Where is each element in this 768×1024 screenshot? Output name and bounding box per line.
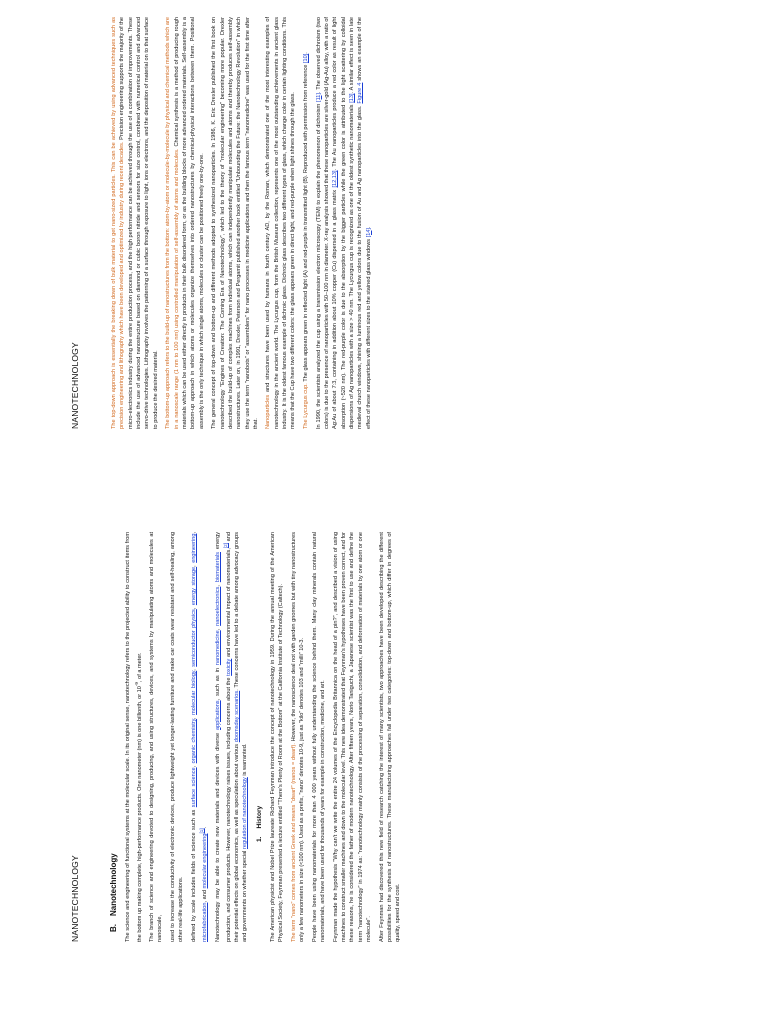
citation-link[interactable]: [1] bbox=[199, 828, 205, 834]
paragraph-nanomaterials-use: People have been using nanomaterials for more than 4 000 years without fully understanding the science behind them. Many clay minerals contain natural nanomaterials, and have been used for thousands of years for example in construction, medicine, and art. bbox=[311, 532, 327, 942]
link-surface-science[interactable]: surface science bbox=[190, 767, 197, 808]
link-doomsday-scenarios[interactable]: doomsday scenarios bbox=[234, 690, 241, 743]
text: , such as in bbox=[214, 665, 221, 701]
text: However, the nanoscience deal not with garden gnomes but with tiny nanostructures only a few nanometers in size (<100 nm). Used as a prefix, "nano" denotes 10-9, just as "kilo" denotes 103 and "milli" 10-3. bbox=[291, 531, 306, 942]
link-biomaterials[interactable]: biomaterials bbox=[214, 552, 221, 583]
text: , bbox=[202, 899, 209, 903]
citation-link[interactable]: [13] bbox=[348, 93, 355, 103]
citation-link[interactable]: [10] bbox=[302, 53, 309, 64]
text: . These concerns have led to a debate among advocacy groups and governments on whether special bbox=[234, 532, 249, 942]
text: , bbox=[214, 625, 221, 631]
link-energy-storage[interactable]: energy storage bbox=[190, 566, 197, 606]
text: , of a meter. bbox=[136, 652, 143, 682]
text: , bbox=[190, 666, 197, 671]
text: , bbox=[214, 582, 221, 587]
page-body bbox=[110, 532, 407, 942]
section-title: Nanotechnology bbox=[109, 853, 118, 916]
text: and bbox=[202, 888, 209, 900]
paragraph-feynman-hypothesis: Feynman made the hypothesis "Why can't we write the entire 24 volumes of the Encyclopedia Britannica on the head of a pin?", and described a vision of using machines to construct smaller machines and down to the molecular level. This new idea demonstrated that Feynman's hypotheses have been proven correct, and for these reasons, he is considered the father of modern nanotechnology. After fifteen years, Norio Taniguchi, a Japanese scientist was the first to use and define the term "nanotechnology" in 1974 as: "nanotechnology mainly consists of the processing of separation, consolidation, and deformation of materials by one atom or one molecule". bbox=[332, 532, 373, 942]
text: , bbox=[190, 605, 197, 610]
section-heading-history bbox=[256, 532, 264, 842]
section-number: B. bbox=[109, 924, 118, 932]
text: energy production, and consumer products. However, nanotechnology raises issues, including concerns about the bbox=[214, 531, 232, 942]
text: defined by scale includes fields of science such as bbox=[190, 807, 197, 942]
paragraph-feynman-lecture: The American physicist and Nobel Prize laureate Richard Feynman introduce the concept of nanotechnology in 1959. During the annual meeting of the American Physical Society, Feynman presented a lecture entitled "There's Plenty of Room at the Bottom" at the California Institute of Technology (Caltech). bbox=[270, 532, 285, 942]
link-organic-chemistry[interactable]: organic chemistry bbox=[190, 718, 197, 764]
text: and structures have been used by humans in fourth century AD, by the Roman, which demonstrated one of the most interesting examples of nanotechnology in the ancient world. The Lycurgus cup, from the British Museum collection, represents one of the most outstanding achievements in ancient glass industry. It is the oldest famous example of dichroic glass. Dichroic glass describes two different types of glass, which change color in certain lighting conditions. This means that the Cup have two different colors: the glass appears green in direct light, and red-purple when light shines through the glass. bbox=[265, 17, 297, 429]
paragraph-drexler: The general concept of top-down and bottom-up and different methods adopted to synthesized nanoparticles. In 1986, K. Eric Drexler published the first book on nanotechnology "Engines of Creation: The Coming Era of Nanotechnology", which led to the theory of "molecular engineering" becoming more popular. Drexler described the build-up of complex machines from individual atoms, which can independently manipulate molecules and atoms and thereby produces self-assembly nanostructures. Later on, in 1991, Drexler, Peterson and Pergamit published another book entitled "Unbounding the Future: the Nanotechnology Revolution" in which they use the term "nanobots" or "assemblers" for nano processes in medicine applications and then the famous term "nanomedicine" was used for the first time after that. bbox=[211, 17, 259, 429]
paragraph-top-down bbox=[110, 17, 160, 429]
page-header: NANOTECHNOLOGY bbox=[70, 855, 80, 942]
citation-link[interactable]: [11] bbox=[315, 93, 322, 102]
link-toxicity[interactable]: toxicity bbox=[225, 658, 232, 676]
paragraph-lycurgus bbox=[264, 17, 297, 429]
text: and environmental impact of nanomaterials, bbox=[225, 548, 232, 659]
citation-link[interactable]: [2] bbox=[222, 543, 228, 549]
text: , bbox=[190, 714, 197, 719]
citation-link[interactable]: [14] bbox=[365, 228, 372, 238]
paragraph-fields bbox=[190, 532, 210, 942]
link-applications[interactable]: applications bbox=[214, 700, 221, 730]
paragraph-figure-caption bbox=[302, 17, 310, 429]
paragraph-tem-analysis bbox=[315, 17, 373, 429]
paragraph-issues bbox=[214, 532, 250, 942]
text: and their potential effects on global economics, as well as speculation about various bbox=[225, 532, 241, 942]
link-molecular-engineering[interactable]: molecular engineering bbox=[202, 833, 209, 889]
text: . bbox=[365, 226, 372, 228]
text: . A similar effect is seen in late medieval church windows, shining a luminous red and yellow colors due to the fusion of Au and Ag nanoparticles into the glass. bbox=[348, 16, 364, 429]
paragraph-bottom-up bbox=[164, 17, 206, 429]
text: Chemical synthesis is a method of producing rough materials which can be used either directly in products in their bulk disordered form, or as the building blocks of more advanced ordered materials. Self-assembly is a bottom-up approach in which atoms or molecules organize themselves into ordered nanostructures by chemical-physical interactions between them. Positional assembly is the only technique in which single atoms, molecules or cluster can be positioned freely one-by-one. bbox=[173, 17, 205, 429]
highlighted-text: The top-down approach is essentially the breaking down of bulk material to get nano-sized particles. This can be achieved by using advanced techniques such as precision engineering and lithography which have been developed and optimized by industry during recent decades. bbox=[111, 17, 126, 429]
text: Nanotechnology may be able to create new materials and devices with diverse bbox=[214, 729, 221, 942]
text: . The Au nanoparticles produce a red color as result of light absorption (~520 nm). The red-purple color is due to the absorption by the bigger particles while the green color is attributed to the light scattering by colloidal dispersions of Ag nanoparticles with a size > 40 nm. The Lycurgus cup is recognized as one of the oldest synthetic nanomaterials bbox=[332, 17, 355, 429]
text: shows an example of the effect of these nanoparticles with different sizes to the stained glass windows bbox=[357, 17, 372, 429]
text: . bbox=[202, 826, 209, 829]
figure-link[interactable]: Figure 4 bbox=[357, 82, 364, 104]
paragraph-approaches: After Feynman had discovered this new field of research catching the interest of many scientists, two approaches have been developed describing the different possibilities for the synthesis of nanostructures. These manufacturing approaches fall under two categories: top-down and bottom-up, which differ in degrees of quality, speed and cost. bbox=[378, 532, 402, 942]
paragraph-applications: used to increase the conductivity of electronic devices, produce lightweight yet longer-lasting furniture and make car coats wear resistant and self-healing, among other real-life applications. bbox=[169, 532, 185, 942]
link-nanoelectronics[interactable]: nanoelectronics bbox=[214, 586, 221, 626]
document-page-left bbox=[0, 512, 768, 1024]
section-number: 1. bbox=[255, 836, 263, 842]
paragraph-definition bbox=[124, 532, 144, 942]
text: . bbox=[302, 52, 309, 54]
text: The glass appears green in reflected light (A) and red-purple in transmitted light (B). Reproduced with permission from reference bbox=[302, 63, 309, 384]
highlighted-text: The bottom-up approach refers to the build-up of nanostructures from the bottom: atom-by-atom or molecule-by-molecule by physical and chemical methods which are in a nanoscale range (1 nm to 100 nm) using controlled manipulation of self-assembly of atoms and molecules. bbox=[165, 17, 180, 429]
text: , bbox=[190, 531, 197, 534]
link-microfabrication[interactable]: microfabrication bbox=[202, 902, 209, 942]
section-title: History bbox=[255, 805, 263, 829]
superscript: -9 bbox=[133, 682, 139, 687]
section-heading-nanotechnology bbox=[110, 532, 118, 932]
text: , bbox=[190, 562, 197, 567]
highlighted-text: The Lycurgus cup. bbox=[302, 383, 309, 429]
text: is warranted. bbox=[242, 743, 249, 778]
link-molecular-biology[interactable]: molecular biology bbox=[190, 670, 197, 715]
citation-link[interactable]: [12,13] bbox=[332, 170, 339, 188]
page-body bbox=[110, 17, 377, 429]
highlighted-text: Nanoparticles bbox=[265, 394, 272, 429]
link-engineering[interactable]: engineering bbox=[190, 533, 197, 563]
text: Precision engineering supports the majority of the micro-electronics industry during the entire production process, and the high performance can be achieved through the use of a combination of improvements. These include the use of advanced nanostructure based on diamond or cubic boron nitride and sensors for size control, combined with numerical control and advanced servo-drive technologies. Lithography involves the patterning of a surface through exposure to light, ions or electrons, and the deposition of material on to that surface to produce the desired material. bbox=[119, 17, 159, 429]
text: , bbox=[190, 763, 197, 768]
paragraph-branch: The branch of science and engineering devoted to designing, producing, and using structures, devices, and systems by manipulating atoms and molecules at nanoscale, bbox=[149, 532, 164, 942]
text: The science and engineering of functional systems at the molecular scale. In its original sense, nanotechnology refers to the projected ability to construct items from the bottom up making complete, high-performance products. One nanometer (nm) is one billionth, or 10 bbox=[125, 532, 143, 942]
link-semiconductor-physics[interactable]: semiconductor physics bbox=[190, 609, 197, 667]
highlighted-text: The term "nano" comes from ancient Greek and means "dwarf" (nanos = dwarf). bbox=[291, 743, 298, 942]
page-header: NANOTECHNOLOGY bbox=[70, 342, 80, 429]
link-regulation-of-nanotechnology[interactable]: regulation of nanotechnology bbox=[242, 777, 249, 850]
text: . The observed dichroism (two colors) is due to the presence of nanoparticles with 50–100 nm in diameter. X-ray analysis showed that these nanoparticles are silver-gold (Ag-Au) alloy, with a ratio of Ag:Au of about 7:3, containing in addition about 10% copper (Cu) dispersed in a glass matrix bbox=[315, 16, 339, 429]
paragraph-nano-term bbox=[290, 532, 307, 942]
link-nanomedicine[interactable]: nanomedicine bbox=[214, 630, 221, 666]
text: In 1990, the scientists analyzed the cup using a transmission electron microscopy (TEM) to explain the phenomenon of dichroism bbox=[315, 101, 322, 429]
